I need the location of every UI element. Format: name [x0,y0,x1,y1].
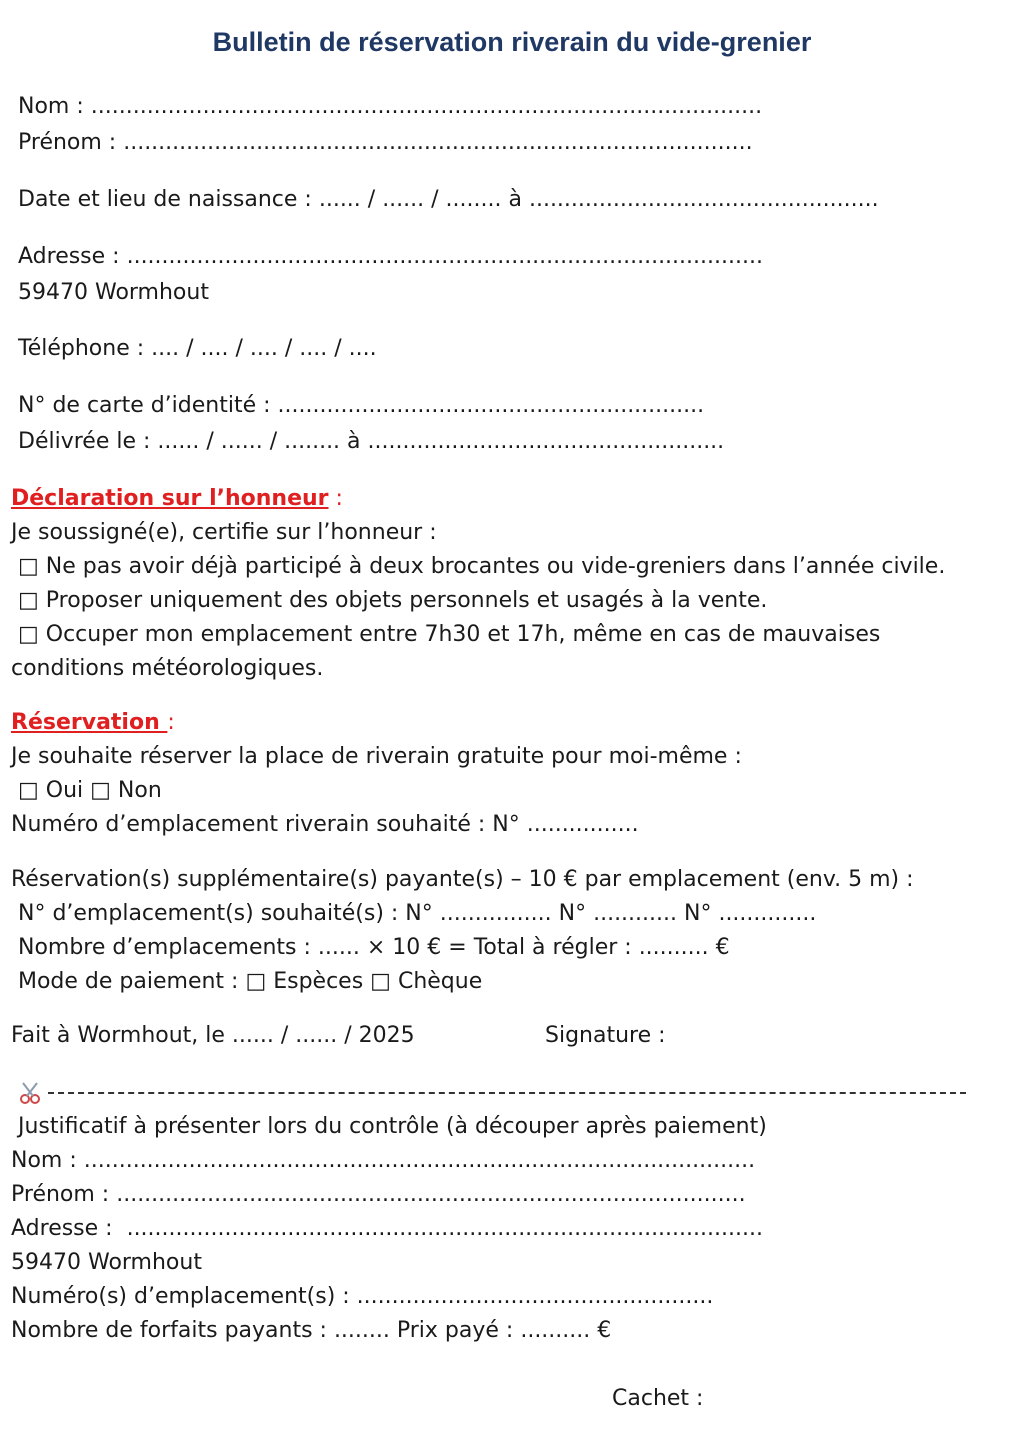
reservation-heading-text: Réservation [11,710,168,735]
reservation-line: □ Oui □ Non [11,778,162,803]
naissance-field: Date et lieu de naissance : ...... / ...... / ........ à .................................................. [18,187,879,212]
reservation-heading [11,708,175,738]
signature-label: Signature : [545,1023,666,1048]
justificatif-line: Adresse : ........................................................................................... [11,1216,763,1241]
telephone-field: Téléphone : .... / .... / .... / .... / .... [18,336,377,361]
reservation-line: Je souhaite réserver la place de riverain gratuite pour moi-même : [11,744,742,769]
declaration-item: □ Ne pas avoir déjà participé à deux brocantes ou vide-greniers dans l’année civile. [11,554,946,579]
nom-field: Nom : ................................................................................................ [18,94,763,119]
cut-line [18,1078,966,1108]
carte-identite-field: N° de carte d’identité : ............................................................. [18,393,705,418]
fait-a-line: Fait à Wormhout, le ...... / ...... / 2025 [11,1023,415,1048]
declaration-item: □ Occuper mon emplacement entre 7h30 et 17h, même en cas de mauvaises [11,622,881,647]
cachet-label: Cachet : [612,1386,704,1411]
justificatif-line: Numéro(s) d’emplacement(s) : ................................................... [11,1284,714,1309]
declaration-heading [11,484,343,514]
justificatif-title: Justificatif à présenter lors du contrôle (à découper après paiement) [11,1114,767,1139]
reservation-heading-colon: : [167,710,175,735]
declaration-intro: Je soussigné(e), certifie sur l’honneur : [11,520,437,545]
prenom-field: Prénom : .......................................................................................... [18,130,753,155]
justificatif-line: 59470 Wormhout [11,1250,202,1275]
adresse-field: Adresse : ........................................................................................... [18,244,763,269]
declaration-heading-text: Déclaration sur l’honneur [11,486,329,511]
dashed-separator [48,1092,966,1094]
page-title: Bulletin de réservation riverain du vide-grenier [212,27,812,57]
declaration-item: conditions météorologiques. [11,656,324,681]
justificatif-line: Nombre de forfaits payants : ........ Prix payé : .......... € [11,1318,612,1343]
declaration-item: □ Proposer uniquement des objets personnels et usagés à la vente. [11,588,768,613]
reservation-extra-line: Nombre d’emplacements : ...... × 10 € = Total à régler : .......... € [11,935,730,960]
justificatif-line: Nom : ................................................................................................ [11,1148,756,1173]
reservation-line: Numéro d’emplacement riverain souhaité : N° ................ [11,812,639,837]
delivree-field: Délivrée le : ...... / ...... / ........ à ................................................... [18,429,725,454]
justificatif-line: Prénom : .......................................................................................... [11,1182,746,1207]
reservation-extra-line: Réservation(s) supplémentaire(s) payante(s) – 10 € par emplacement (env. 5 m) : [11,867,914,892]
reservation-extra-line: Mode de paiement : □ Espèces □ Chèque [11,969,483,994]
ville-text: 59470 Wormhout [18,280,209,305]
reservation-extra-line: N° d’emplacement(s) souhaité(s) : N° ................ N° ............ N° .............. [11,901,817,926]
scissors-icon [18,1080,44,1106]
declaration-heading-colon: : [328,486,343,511]
